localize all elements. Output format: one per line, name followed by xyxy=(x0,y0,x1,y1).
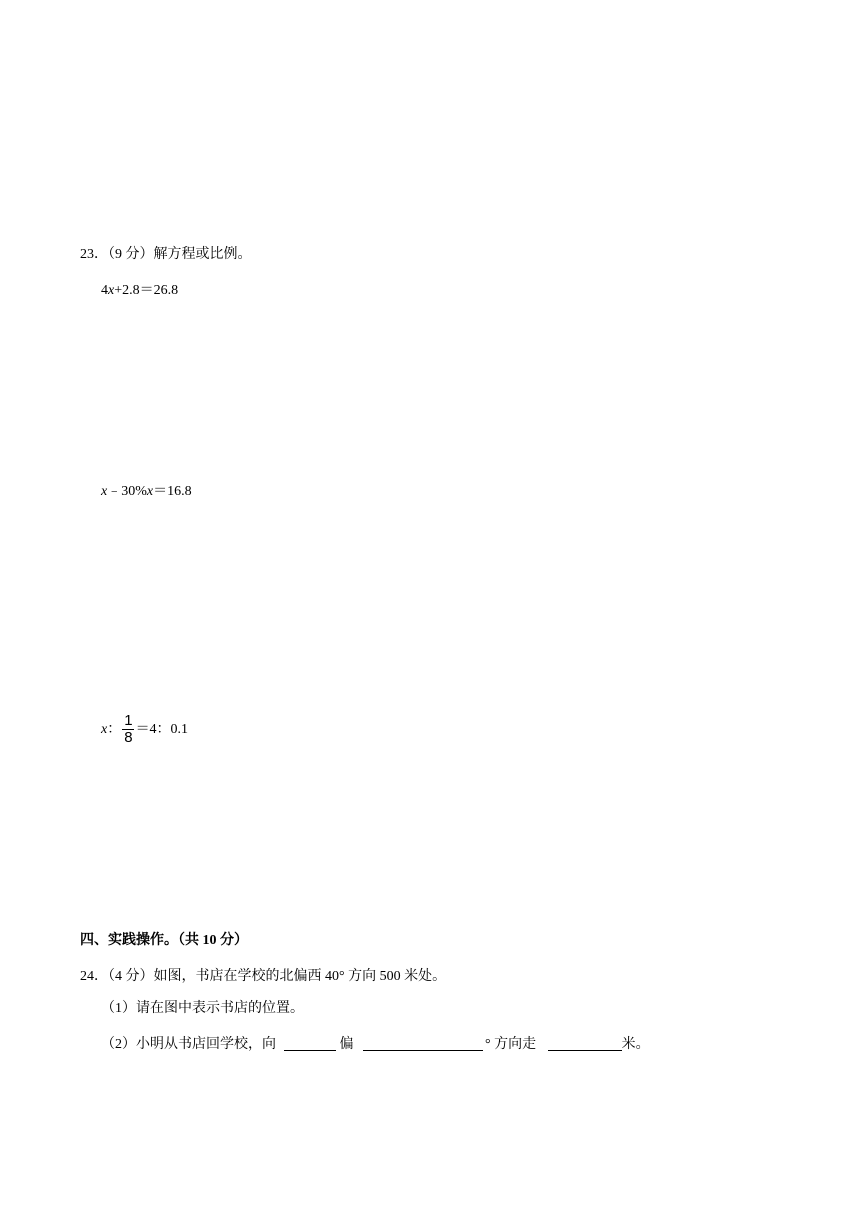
question-24-sub-2: （2）小明从书店回学校，向 偏 ° 方向走 米。 xyxy=(101,1037,650,1052)
distance-blank[interactable] xyxy=(548,1036,622,1051)
question-24-header: 24．（4 分）如图，书店在学校的北偏西 40° 方向 500 米处。 xyxy=(80,969,447,984)
question-23-header: 23．（9 分）解方程或比例。 xyxy=(80,247,252,262)
equation-1: 4x+2.8＝26.8 xyxy=(101,283,179,298)
equation-2: x﹣30%x＝16.8 xyxy=(101,484,192,499)
question-24-sub-1: （1）请在图中表示书店的位置。 xyxy=(101,1001,304,1016)
fraction-one-eighth: $\frac{1}{8}$ xyxy=(124,712,133,746)
angle-blank[interactable] xyxy=(363,1036,483,1051)
direction-blank-1[interactable] xyxy=(284,1036,336,1051)
section-4-title: 四、实践操作。（共 10 分） xyxy=(80,933,248,948)
equation-3: x ： $\frac{1}{8}$ ＝4：0.1 xyxy=(101,712,189,746)
